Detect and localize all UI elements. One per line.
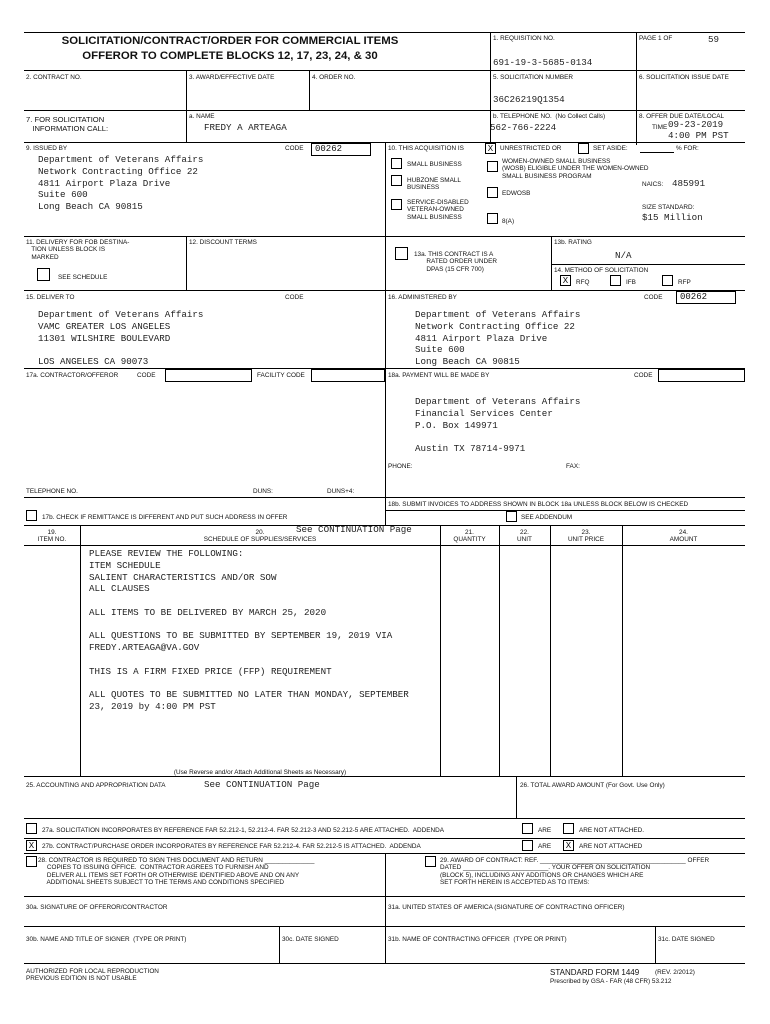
rated-order-checkbox[interactable]	[395, 247, 408, 260]
naics-value[interactable]: 485991	[672, 178, 706, 189]
rating-label: 13b. RATING	[554, 239, 592, 246]
rating-value[interactable]: N/A	[615, 250, 632, 261]
edwosb-checkbox[interactable]	[487, 187, 498, 198]
due-date-value[interactable]: 09-23-2019	[668, 119, 724, 130]
payment-code-field[interactable]	[658, 369, 745, 382]
fax-label: FAX:	[566, 463, 580, 470]
c27b-are-label: ARE	[538, 843, 552, 850]
requisition-value[interactable]: 691-19-3-5685-0134	[493, 57, 593, 68]
facility-code-field[interactable]	[311, 369, 385, 382]
payment-address: Department of Veterans Affairs Financial Services Center P.O. Box 149971 Austin TX 78714-9971	[415, 396, 581, 455]
see-schedule-label: SEE SCHEDULE	[58, 274, 108, 281]
size-standard-value[interactable]: $15 Million	[642, 212, 703, 223]
c29-checkbox[interactable]	[425, 856, 436, 867]
col-item-no: 19. ITEM NO.	[37, 529, 67, 544]
signature-co-label: 31a. UNITED STATES OF AMERICA (SIGNATURE OF CONTRACTING OFFICER)	[388, 904, 625, 911]
footer-left: AUTHORIZED FOR LOCAL REPRODUCTION PREVIOUS EDITION IS NOT USABLE	[26, 968, 159, 983]
contractor-code-field[interactable]	[165, 369, 252, 382]
eight-a-label: 8(A)	[502, 218, 515, 225]
name-value[interactable]: FREDY A ARTEAGA	[204, 122, 287, 133]
accounting-label: 25. ACCOUNTING AND APPROPRIATION DATA	[26, 782, 166, 789]
signature-offeror-label: 30a. SIGNATURE OF OFFEROR/CONTRACTOR	[26, 904, 168, 911]
hubzone-label: HUBZONE SMALL BUSINESS	[407, 177, 461, 192]
c27a-are-label: ARE	[538, 827, 552, 834]
duns-label: DUNS:	[253, 488, 273, 495]
col-unit-price: 23. UNIT PRICE	[567, 529, 605, 544]
c27a-label: 27a. SOLICITATION INCORPORATES BY REFERENCE FAR 52.212-1, 52.212-4. FAR 52.212-3 AND 52.212-5 ARE ATTACHED. ADDENDA	[42, 827, 445, 834]
issued-by-code-label: CODE	[285, 145, 304, 152]
deliver-to-label: 15. DELIVER TO	[26, 294, 75, 301]
sdvosb-checkbox[interactable]	[391, 199, 402, 210]
administered-code-field[interactable]: 00262	[676, 291, 736, 304]
addendum-checkbox[interactable]	[506, 511, 517, 522]
acquisition-label: 10. THIS ACQUISITION IS	[388, 145, 464, 152]
rfp-label: RFP	[678, 279, 691, 286]
wosb-checkbox[interactable]	[487, 161, 498, 172]
accounting-value[interactable]: See CONTINUATION Page	[204, 779, 320, 790]
col-amount: 24. AMOUNT	[669, 529, 698, 544]
contractor-code-label: CODE	[137, 372, 156, 379]
reverse-note: (Use Reverse and/or Attach Additional Sheets as Necessary)	[173, 769, 347, 776]
col-schedule-overlay: See CONTINUATION Page	[296, 524, 412, 535]
ifb-label: IFB	[626, 279, 636, 286]
rfq-checkbox[interactable]: X	[560, 275, 571, 286]
phone-value[interactable]: 562-766-2224	[490, 122, 557, 133]
rated-order-label: 13a. THIS CONTRACT IS A RATED ORDER UNDER DPAS (15 CFR 700)	[414, 251, 497, 273]
requisition-label: 1. REQUISITION NO.	[493, 35, 555, 42]
page-label: PAGE 1 OF	[639, 35, 673, 42]
addendum-label: SEE ADDENDUM	[521, 514, 573, 521]
col-schedule: 20. SCHEDULE OF SUPPLIES/SERVICES	[203, 529, 317, 544]
payment-label: 18a. PAYMENT WILL BE MADE BY	[388, 372, 490, 379]
c27b-are-not-label: ARE NOT ATTACHED	[579, 843, 643, 850]
form-subtitle: OFFEROR TO COMPLETE BLOCKS 12, 17, 23, 24, & 30	[82, 50, 378, 62]
administered-by-address: Department of Veterans Affairs Network Contracting Office 22 4811 Airport Plaza Drive Suite 600 Long Beach CA 90815	[415, 309, 581, 368]
c27b-label: 27b. CONTRACT/PURCHASE ORDER INCORPORATES BY REFERENCE FAR 52.212-4. FAR 52.212-5 IS ATTACHED. ADDENDA	[42, 843, 421, 850]
deliver-to-code-label: CODE	[285, 294, 304, 301]
deliver-to-address: Department of Veterans Affairs VAMC GREATER LOS ANGELES 11301 WILSHIRE BOULEVARD LOS ANGELES CA 90073	[38, 309, 204, 368]
co-date-signed-label: 31c. DATE SIGNED	[658, 936, 715, 943]
see-schedule-checkbox[interactable]	[37, 268, 50, 281]
phone-label-18: PHONE:	[388, 463, 413, 470]
small-business-checkbox[interactable]	[391, 158, 402, 169]
co-name-label: 31b. NAME OF CONTRACTING OFFICER (TYPE OR PRINT)	[388, 936, 567, 943]
discount-terms-label: 12. DISCOUNT TERMS	[189, 239, 257, 246]
issued-by-code-field[interactable]: 00262	[311, 143, 371, 156]
facility-code-label: FACILITY CODE	[257, 372, 305, 379]
col-quantity: 21. QUANTITY	[453, 529, 486, 544]
set-aside-checkbox[interactable]	[578, 143, 589, 154]
footer-rev: (REV. 2/2012)	[655, 969, 695, 976]
c28-label: 28. CONTRACTOR IS REQUIRED TO SIGN THIS DOCUMENT AND RETURN ______________ COPIES TO ISSUING OFFICE. CONTRACTOR AGREES TO FURNISH AND DELIVER ALL ITEMS SET FORTH OR OTHERWISE IDENTIFIED ABOVE AND ON ANY ADDITIONAL SHEETS SUBJECT TO THE TERMS AND CONDITIONS SPECIFIED	[38, 857, 315, 887]
footer-prescribed: Prescribed by GSA - FAR (48 CFR) 53.212	[550, 978, 672, 985]
telephone-label: TELEPHONE NO.	[26, 488, 78, 495]
footer-form: STANDARD FORM 1449	[550, 968, 640, 977]
c27a-are-not-label: ARE NOT ATTACHED.	[579, 827, 644, 834]
solicitation-no-label: 5. SOLICITATION NUMBER	[493, 74, 574, 81]
c27a-are-checkbox[interactable]	[522, 823, 533, 834]
c28-checkbox[interactable]	[26, 856, 37, 867]
name-label: a. NAME	[189, 113, 215, 120]
percent-label: % FOR:	[676, 145, 699, 152]
set-aside-label: SET ASIDE:	[593, 145, 628, 152]
hubzone-checkbox[interactable]	[391, 175, 402, 186]
remittance-label: 17b. CHECK IF REMITTANCE IS DIFFERENT AND PUT SUCH ADDRESS IN OFFER	[42, 514, 288, 521]
issue-date-label: 6. SOLICITATION ISSUE DATE	[639, 74, 729, 81]
edwosb-label: EDWOSB	[502, 190, 531, 197]
administered-by-label: 16. ADMINISTERED BY	[388, 294, 457, 301]
payment-code-label: CODE	[634, 372, 653, 379]
date-signed-label: 30c. DATE SIGNED	[282, 936, 339, 943]
size-standard-label: SIZE STANDARD:	[642, 204, 695, 211]
sdvosb-label: SERVICE-DISABLED VETERAN-OWNED SMALL BUSINESS	[407, 199, 469, 221]
duns4-label: DUNS+4:	[327, 488, 355, 495]
c27b-are-not-checkbox[interactable]: X	[563, 840, 574, 851]
order-no-label: 4. ORDER NO.	[312, 74, 356, 81]
signer-name-label: 30b. NAME AND TITLE OF SIGNER (TYPE OR PRINT)	[26, 936, 187, 943]
issued-by-label: 9. ISSUED BY	[26, 145, 68, 152]
award-date-label: 3. AWARD/EFFECTIVE DATE	[189, 74, 275, 81]
rfp-checkbox[interactable]	[662, 275, 673, 286]
page-total: 59	[708, 34, 720, 45]
eight-a-checkbox[interactable]	[487, 213, 498, 224]
small-business-label: SMALL BUSINESS	[407, 161, 462, 168]
offer-due-label: 8. OFFER DUE DATE/LOCAL	[639, 113, 725, 120]
time-label: TIME	[652, 124, 668, 131]
submit-invoices-label: 18b. SUBMIT INVOICES TO ADDRESS SHOWN IN BLOCK 18a UNLESS BLOCK BELOW IS CHECKED	[388, 501, 689, 508]
remittance-checkbox[interactable]	[26, 510, 37, 521]
naics-label: NAICS:	[642, 181, 664, 188]
administered-code-label: CODE	[644, 294, 663, 301]
ifb-checkbox[interactable]	[610, 275, 621, 286]
info-call-label: 7. FOR SOLICITATION INFORMATION CALL:	[26, 115, 109, 133]
c29-label: 29. AWARD OF CONTRACT: REF. _________________________________________ OFFER DATED ________________________. YOUR OFFER ON SOLICITATION (BLOCK 5), INCLUDING ANY ADDITIONS OR CHANGES WHICH ARE SET FORTH HEREIN IS ACCEPTED AS TO ITEMS:	[440, 857, 710, 887]
issued-by-address: Department of Veterans Affairs Network Contracting Office 22 4811 Airport Plaza Drive Suite 600 Long Beach CA 90815	[38, 154, 204, 213]
c27a-are-not-checkbox[interactable]	[563, 823, 574, 834]
contractor-label: 17a. CONTRACTOR/OFFEROR	[26, 372, 119, 379]
due-time-value[interactable]: 4:00 PM PST	[668, 130, 729, 141]
c27a-checkbox[interactable]	[26, 823, 37, 834]
phone-label: b. TELEPHONE NO. (No Collect Calls)	[493, 113, 606, 120]
col-unit: 22. UNIT	[517, 529, 532, 544]
solicitation-no-value[interactable]: 36C26219Q1354	[493, 94, 565, 105]
delivery-fob-label: 11. DELIVERY FOR FOB DESTINA- TION UNLESS BLOCK IS MARKED	[26, 239, 130, 261]
contract-no-label: 2. CONTRACT NO.	[26, 74, 82, 81]
rfq-label: RFQ	[576, 279, 590, 286]
unrestricted-label: UNRESTRICTED OR	[500, 145, 562, 152]
total-award-label: 26. TOTAL AWARD AMOUNT (For Govt. Use Only)	[520, 782, 665, 789]
schedule-body: PLEASE REVIEW THE FOLLOWING: ITEM SCHEDULE SALIENT CHARACTERISTICS AND/OR SOW ALL CLAUSES ALL ITEMS TO BE DELIVERED BY MARCH 25, 2020 ALL QUESTIONS TO BE SUBMITTED BY SEPTEMBER 19, 2019 VIA FREDY.ARTEAGA@VA.GOV THIS IS A FIRM FIXED PRICE (FFP) REQUIREMENT ALL QUOTES TO BE SUBMITTED NO LATER THAN MONDAY, SEPTEMBER 23, 2019 by 4:00 PM PST	[89, 548, 409, 712]
wosb-label: WOMEN-OWNED SMALL BUSINESS (WOSB) ELIGIBLE UNDER THE WOMEN-OWNED SMALL BUSINESS PROGRAM	[502, 158, 649, 180]
method-label: 14. METHOD OF SOLICITATION	[554, 267, 649, 274]
c27b-are-checkbox[interactable]	[522, 840, 533, 851]
c27b-checkbox[interactable]: X	[26, 840, 37, 851]
unrestricted-checkbox[interactable]: X	[485, 143, 496, 154]
form-title: SOLICITATION/CONTRACT/ORDER FOR COMMERCIAL ITEMS	[61, 35, 399, 47]
